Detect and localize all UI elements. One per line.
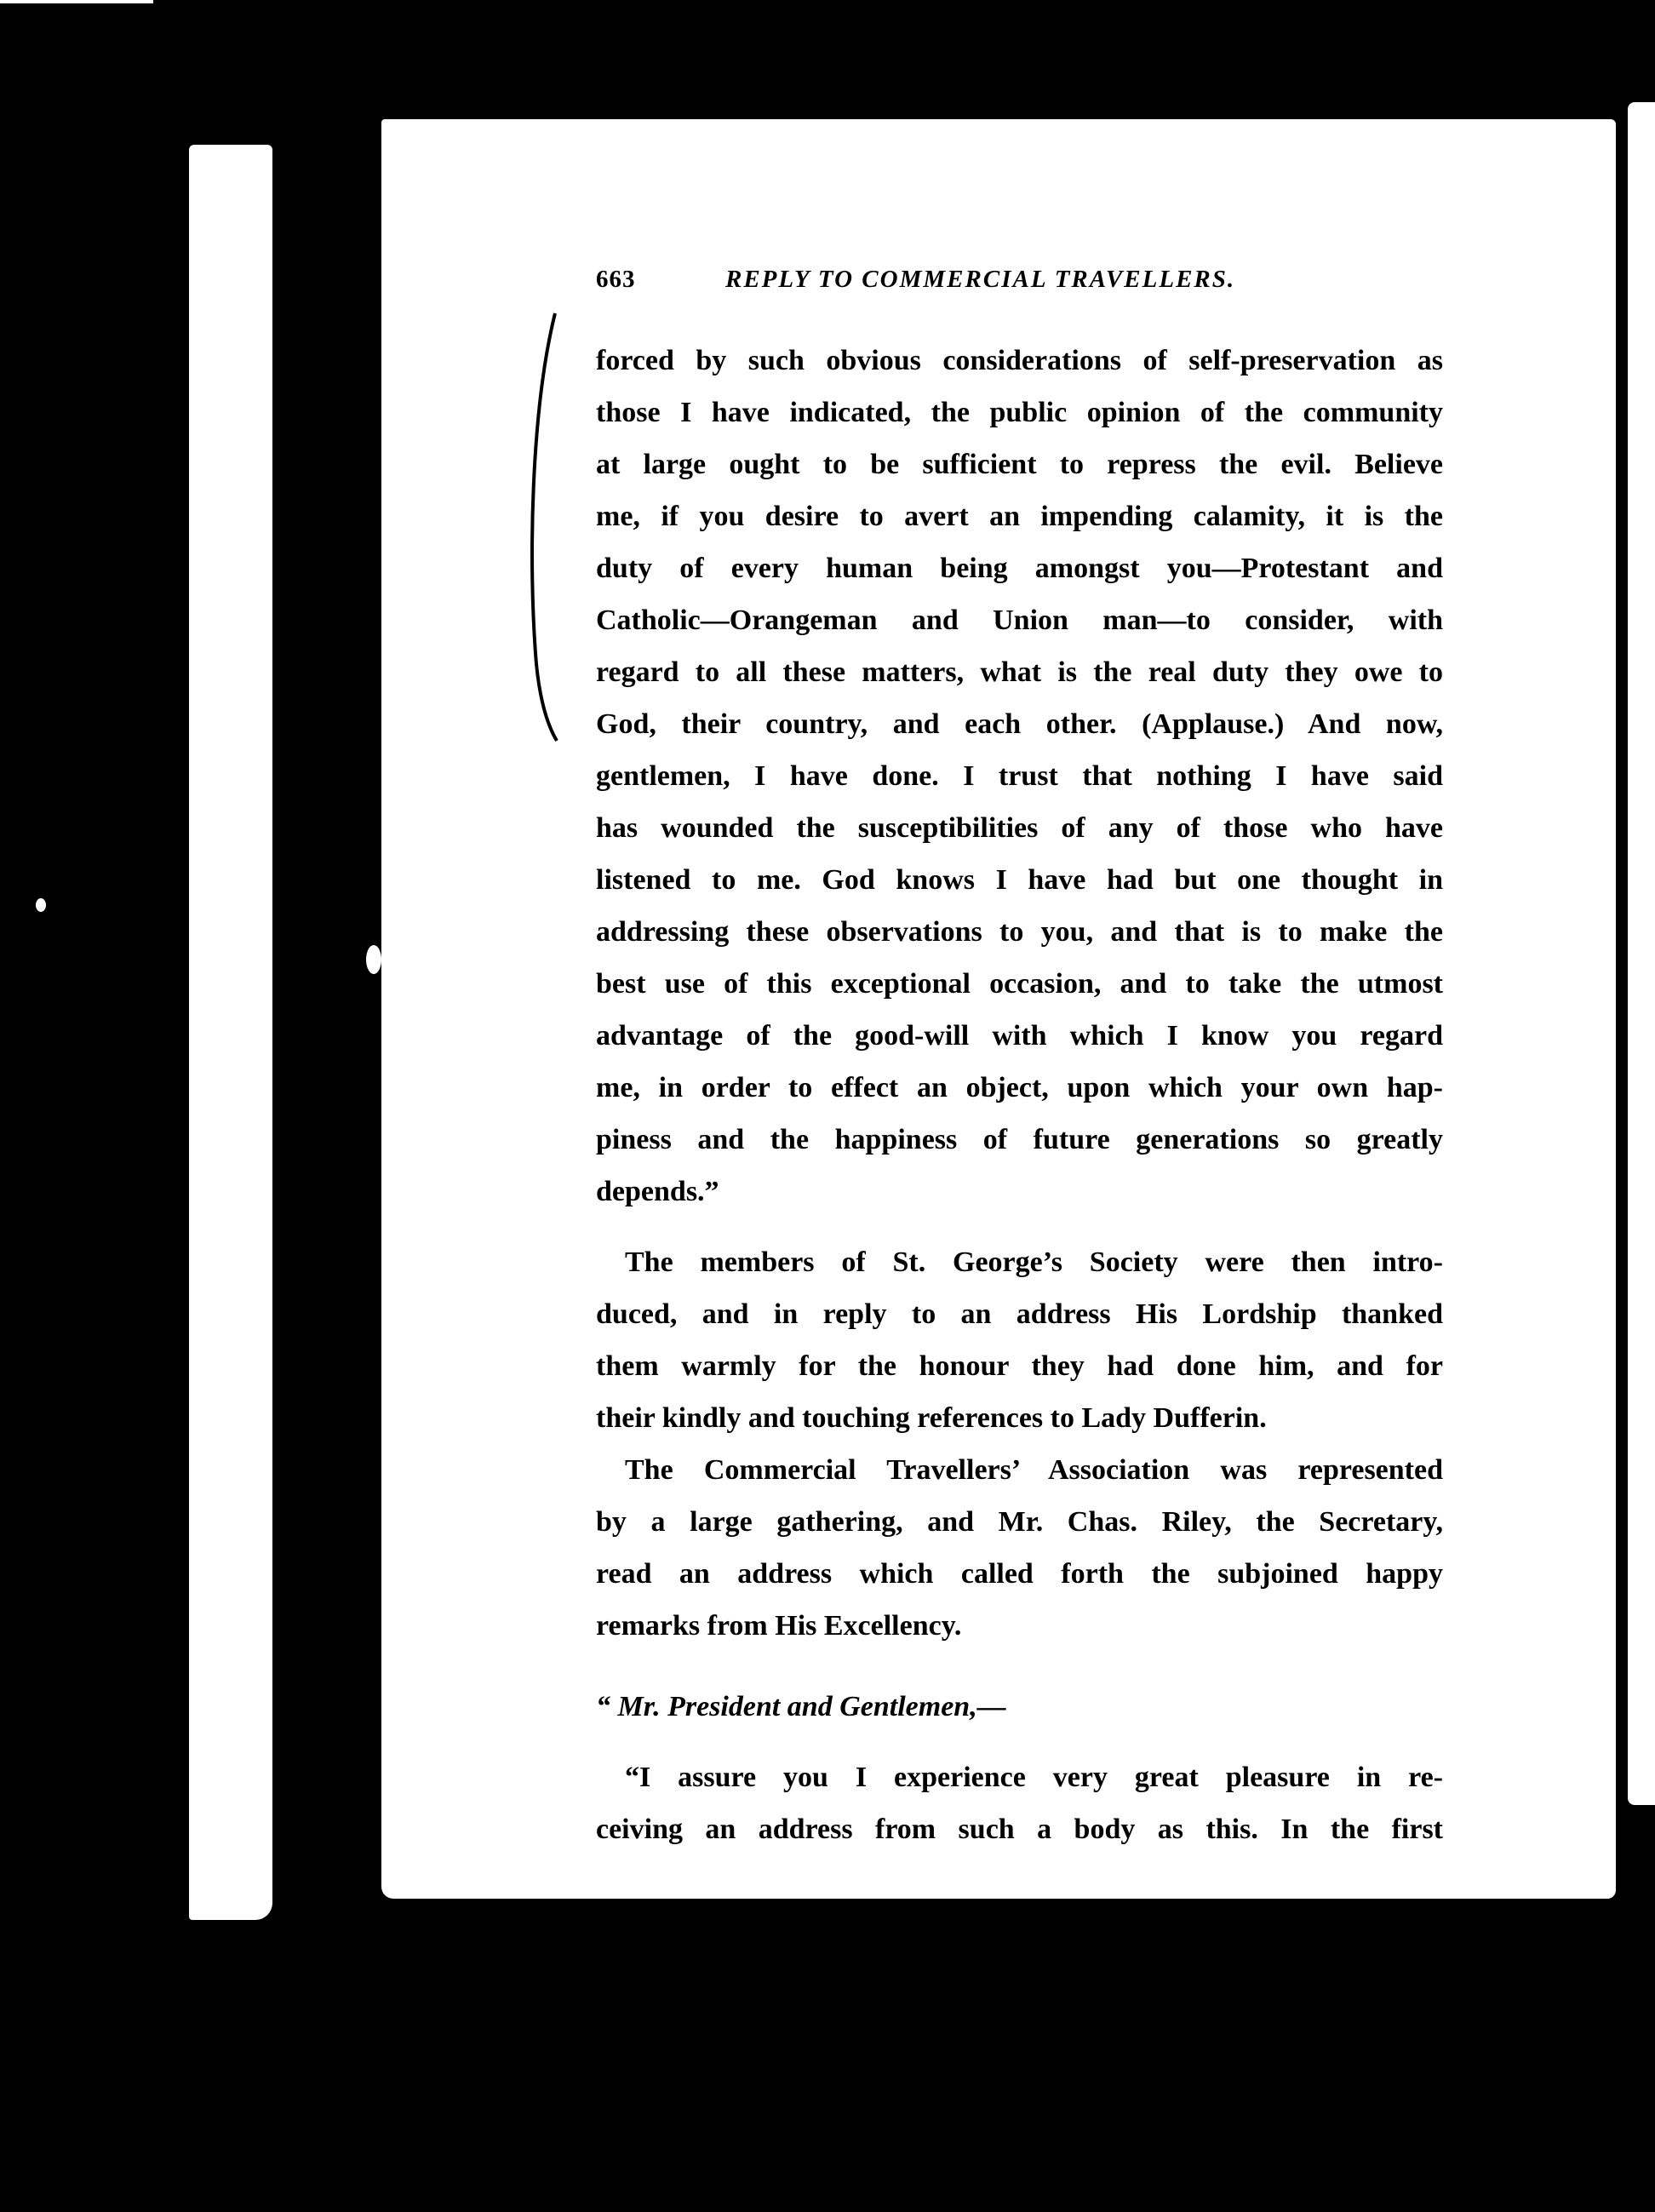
margin-bracket-mark (521, 307, 572, 749)
text-line: at large ought to be sufficient to repress the evil. Believe (596, 449, 1443, 480)
scan-left-margin-strip (189, 145, 272, 1920)
text-line: them warmly for the honour they had done him, and for (596, 1350, 1443, 1382)
scan-speck (36, 898, 46, 912)
page-number: 663 (596, 266, 636, 293)
salutation-line: “ Mr. President and Gentlemen,— (596, 1691, 1006, 1722)
text-line: by a large gathering, and Mr. Chas. Riley, the Secretary, (596, 1506, 1443, 1538)
text-line: me, if you desire to avert an impending calamity, it is the (596, 501, 1443, 532)
text-line: their kindly and touching references to Lady Dufferin. (596, 1402, 1267, 1434)
page-body (596, 335, 1443, 1855)
running-head: REPLY TO COMMERCIAL TRAVELLERS. (725, 266, 1236, 293)
text-line: ceiving an address from such a body as this. In the first (596, 1814, 1443, 1845)
scan-right-page-sliver (1628, 102, 1655, 1805)
text-line: read an address which called forth the subjoined happy (596, 1558, 1443, 1590)
text-line: Catholic—Orangeman and Union man—to consider, with (596, 605, 1443, 636)
text-line: duced, and in reply to an address His Lordship thanked (596, 1298, 1443, 1330)
text-line: forced by such obvious considerations of self-preservation as (596, 345, 1443, 376)
text-line: remarks from His Excellency. (596, 1610, 962, 1642)
text-line: God, their country, and each other. (Applause.) And now, (596, 708, 1443, 740)
text-line: piness and the happiness of future generations so greatly (596, 1124, 1443, 1155)
text-line: gentlemen, I have done. I trust that nothing I have said (596, 760, 1443, 792)
text-line: advantage of the good-will with which I know you regard (596, 1020, 1443, 1052)
text-line: regard to all these matters, what is the real duty they owe to (596, 656, 1443, 688)
text-line: best use of this exceptional occasion, and to take the utmost (596, 968, 1443, 1000)
text-line: duty of every human being amongst you—Protestant and (596, 553, 1443, 584)
text-line: listened to me. God knows I have had but one thought in (596, 864, 1443, 896)
text-line: The Commercial Travellers’ Association was represented (625, 1454, 1443, 1486)
text-line: “I assure you I experience very great pleasure in re- (625, 1762, 1443, 1793)
text-line: addressing these observations to you, and that is to make the (596, 916, 1443, 948)
text-line: depends.” (596, 1176, 719, 1207)
scan-edge-top (0, 0, 153, 3)
scan-speck (366, 945, 381, 974)
text-line: me, in order to effect an object, upon which your own hap- (596, 1072, 1443, 1103)
page-header (596, 266, 1362, 308)
text-line: The members of St. George’s Society were then intro- (625, 1246, 1443, 1278)
text-line: those I have indicated, the public opinion of the community (596, 397, 1443, 428)
text-line: has wounded the susceptibilities of any of those who have (596, 812, 1443, 844)
